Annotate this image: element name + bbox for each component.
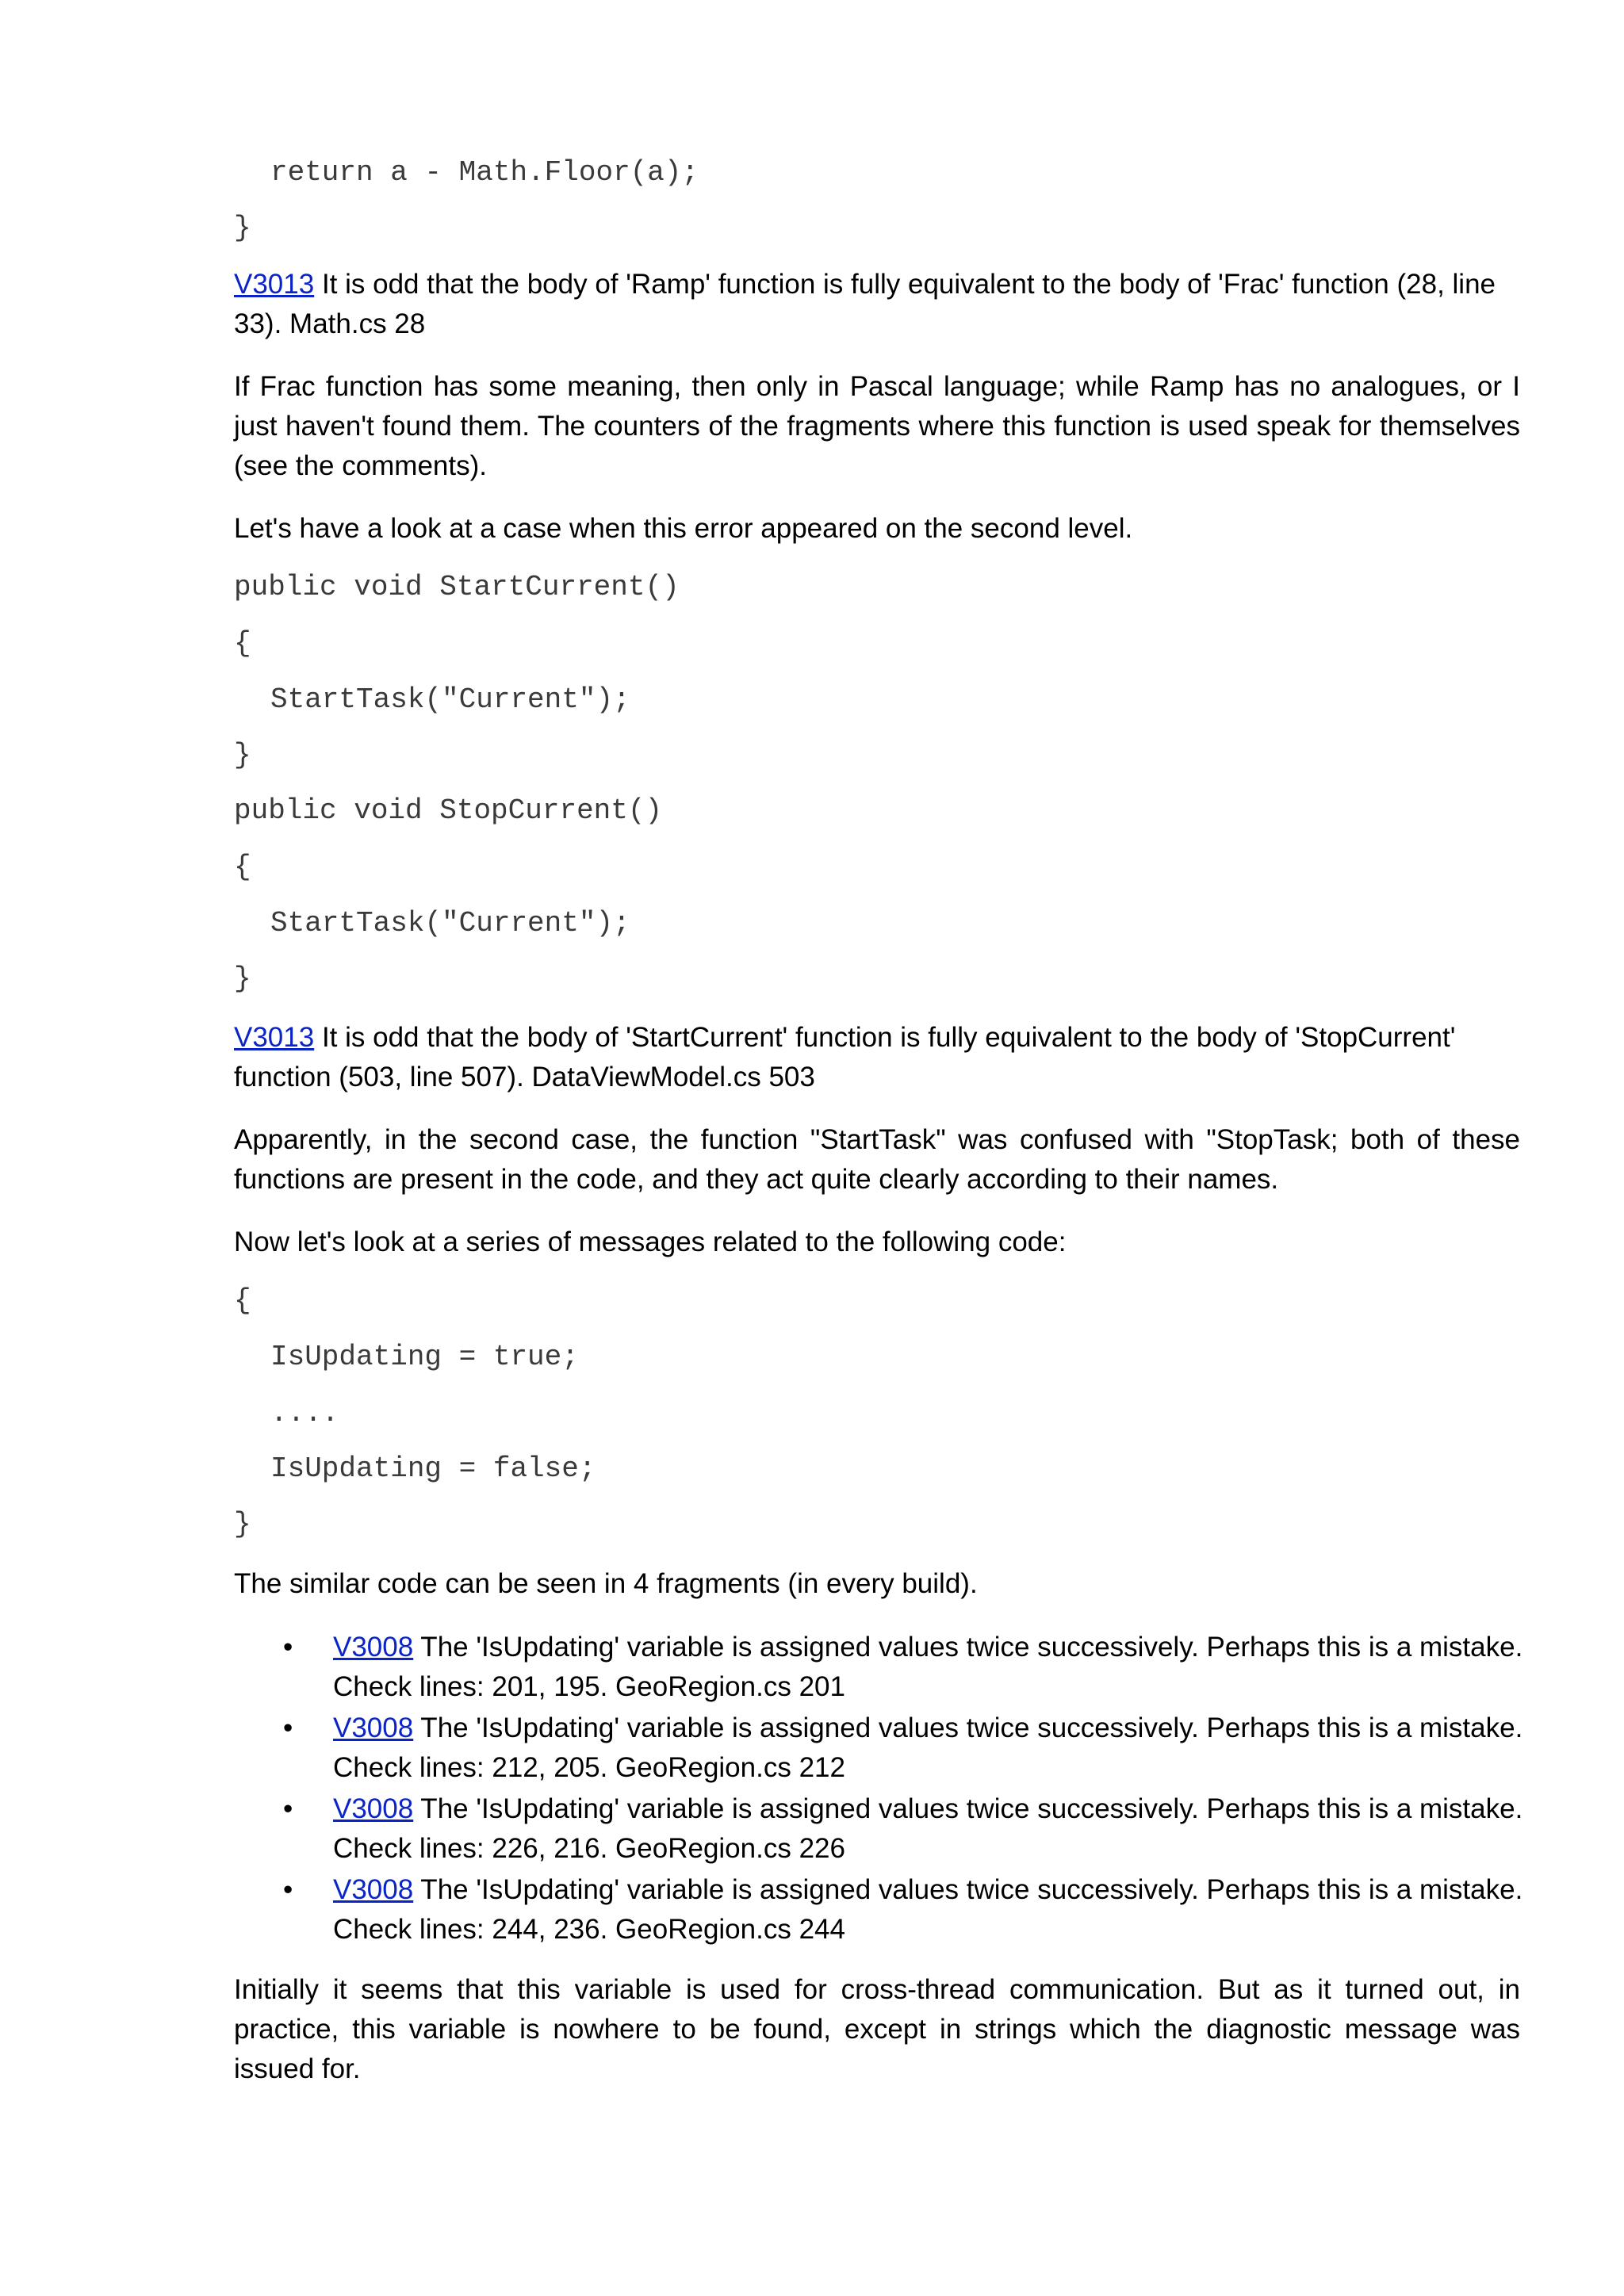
code-line-open-brace: { [234, 851, 251, 883]
code-line-ellipsis: .... [270, 1397, 339, 1429]
diagnostic-paragraph-startcurrent [234, 1018, 1520, 1097]
code-line-return: return a - Math.Floor(a); [270, 156, 699, 189]
code-line-close-brace: } [234, 962, 251, 995]
diagnostic-text: function (503, line 507). DataViewModel.cs 503 [234, 1062, 815, 1093]
bullet-icon: • [283, 1793, 293, 1824]
code-line-open-brace: { [234, 627, 251, 660]
diagnostic-text: It is odd that the body of 'StartCurrent' function is fully equivalent to the body of 'StopCurrent' [314, 1022, 1456, 1053]
diagnostic-text: The 'IsUpdating' variable is assigned values twice successively. Perhaps this is a mistake. [413, 1874, 1523, 1905]
code-line-stop-current: public void StopCurrent() [234, 794, 663, 827]
diagnostic-text: Check lines: 201, 195. GeoRegion.cs 201 [333, 1671, 845, 1702]
v3008-link[interactable]: V3008 [333, 1632, 414, 1663]
code-line-isupdating-false: IsUpdating = false; [270, 1452, 596, 1485]
code-line-start-task: StartTask("Current"); [270, 907, 630, 939]
diagnostic-text: Check lines: 226, 216. GeoRegion.cs 226 [333, 1833, 845, 1864]
bullet-icon: • [283, 1632, 293, 1663]
code-line-close-brace: } [234, 1508, 251, 1540]
bullet-text [333, 1709, 1530, 1788]
code-line-open-brace: { [234, 1284, 251, 1317]
diagnostic-text: The 'IsUpdating' variable is assigned values twice successively. Perhaps this is a mistake. [413, 1712, 1523, 1743]
bullet-icon: • [283, 1712, 293, 1743]
bullet-text [333, 1628, 1530, 1707]
v3008-link[interactable]: V3008 [333, 1712, 414, 1743]
diagnostic-text: Check lines: 244, 236. GeoRegion.cs 244 [333, 1914, 845, 1945]
body-paragraph-initially: Initially it seems that this variable is used for cross-thread communication. But as it turned out, in practice, this variable is nowhere to be found, except in strings which the diagnostic message was issued for. [234, 1974, 1520, 2084]
body-paragraph-second-level: Let's have a look at a case when this error appeared on the second level. [234, 513, 1133, 544]
bullet-icon: • [283, 1874, 293, 1905]
v3008-link[interactable]: V3008 [333, 1793, 414, 1824]
body-paragraph-apparently: Apparently, in the second case, the function "StartTask" was confused with "StopTask; both of these functions are present in the code, and they act quite clearly according to their names. [234, 1124, 1520, 1195]
code-line-isupdating-true: IsUpdating = true; [270, 1341, 579, 1373]
body-paragraph-series: Now let's look at a series of messages related to the following code: [234, 1226, 1067, 1257]
diagnostic-paragraph-ramp [234, 265, 1520, 344]
body-paragraph-frac: If Frac function has some meaning, then only in Pascal language; while Ramp has no analogues, or I just haven't found them. The counters of the fragments where this function is used speak for themselves (see the comments). [234, 371, 1520, 481]
v3013-link[interactable]: V3013 [234, 1022, 315, 1053]
v3013-link[interactable]: V3013 [234, 269, 315, 300]
code-line-start-current: public void StartCurrent() [234, 571, 680, 603]
v3008-link[interactable]: V3008 [333, 1874, 414, 1905]
bullet-text [333, 1789, 1530, 1869]
diagnostic-text: The 'IsUpdating' variable is assigned values twice successively. Perhaps this is a mistake. [413, 1632, 1523, 1663]
bullet-text [333, 1870, 1530, 1950]
diagnostic-text: Check lines: 212, 205. GeoRegion.cs 212 [333, 1752, 845, 1783]
diagnostic-text: The 'IsUpdating' variable is assigned values twice successively. Perhaps this is a mistake. [413, 1793, 1523, 1824]
body-paragraph-similar-code: The similar code can be seen in 4 fragments (in every build). [234, 1568, 978, 1599]
diagnostic-text: It is odd that the body of 'Ramp' function is fully equivalent to the body of 'Frac' function (28, line 33). Math.cs 28 [234, 269, 1496, 339]
code-line-start-task: StartTask("Current"); [270, 683, 630, 716]
code-line-close-brace: } [234, 739, 251, 771]
code-line-close-brace: } [234, 212, 251, 244]
